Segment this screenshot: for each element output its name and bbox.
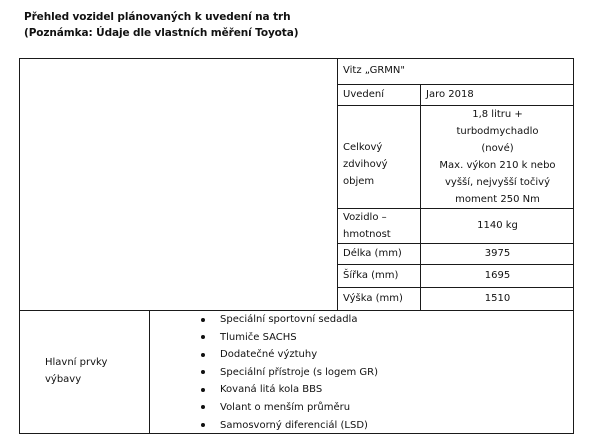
row-label-width: Šířka (mm): [343, 270, 399, 281]
row-line: [337, 243, 574, 244]
title-line-2: (Poznámka: Údaje dle vlastních měření Toyota): [24, 27, 299, 39]
column-divider-left: [337, 58, 338, 310]
row-value-weight: 1140 kg: [477, 220, 518, 231]
equipment-item: Tlumiče SACHS: [198, 329, 378, 347]
document-title: [24, 9, 298, 41]
displacement-line: moment 250 Nm: [455, 194, 540, 205]
equipment-label: [45, 354, 107, 388]
displacement-line: vyšší, nejvyšší točivý: [444, 177, 551, 188]
row-line: [337, 84, 574, 85]
row-value-height: 1510: [484, 293, 511, 304]
row-line: [337, 264, 574, 265]
equipment-list: [198, 311, 378, 434]
row-label-weight: [343, 209, 419, 243]
equipment-label-line: výbavy: [45, 374, 82, 385]
row-line: [337, 287, 574, 288]
row-value-launch: Jaro 2018: [426, 89, 474, 100]
displacement-line: turbodmychadlo: [456, 126, 539, 137]
equipment-item: Dodatečné výztuhy: [198, 346, 378, 364]
row-label-length: Délka (mm): [343, 248, 402, 259]
equipment-label-line: Hlavní prvky: [45, 357, 108, 368]
displacement-line: 1,8 litru +: [472, 109, 523, 120]
column-divider-equipment: [149, 310, 150, 434]
row-value-width: 1695: [484, 270, 511, 281]
equipment-item: Samosvorný diferenciál (LSD): [198, 417, 378, 435]
title-line-1: Přehled vozidel plánovaných k uvedení na trh: [24, 11, 291, 23]
row-value-displacement: [421, 106, 574, 208]
equipment-item: Speciální přístroje (s logem GR): [198, 364, 378, 382]
equipment-item: Kovaná litá kola BBS: [198, 381, 378, 399]
displacement-line: (nové): [481, 143, 514, 154]
model-name: Vitz „GRMN": [343, 65, 405, 76]
row-label-displacement-text: Celkový zdvihový objem: [343, 142, 388, 187]
row-label-launch: Uvedení: [343, 89, 385, 100]
equipment-item: Volant o menším průměru: [198, 399, 378, 417]
displacement-line: Max. výkon 210 k nebo: [439, 160, 556, 171]
row-value-length: 3975: [484, 248, 511, 259]
row-label-height: Výška (mm): [343, 293, 403, 304]
equipment-item: Speciální sportovní sedadla: [198, 311, 378, 329]
row-label-weight-text: Vozidlo – hmotnost: [343, 212, 391, 240]
row-label-displacement: [343, 139, 419, 190]
